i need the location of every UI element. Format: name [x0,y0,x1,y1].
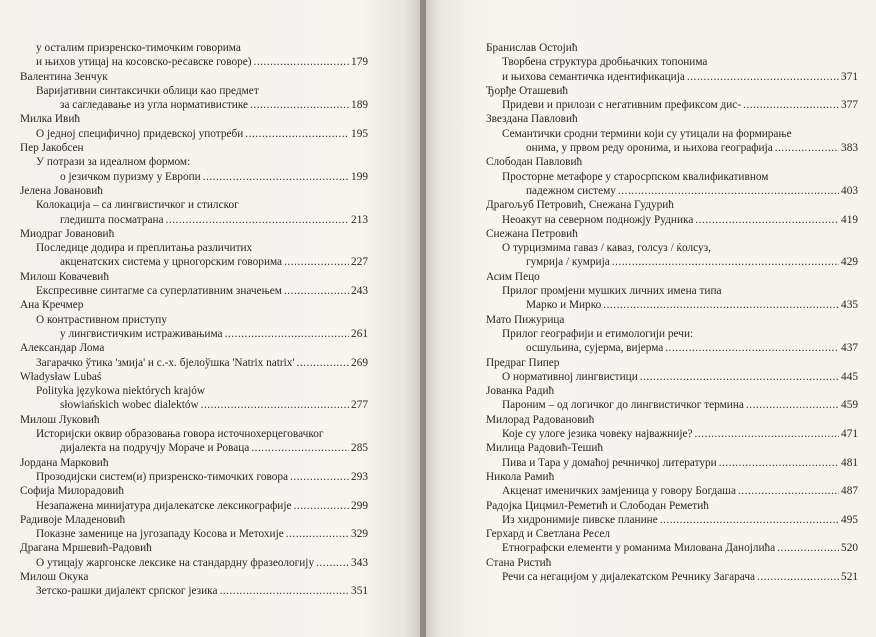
toc-title-line: гледишта посматрана ..... 213 [20,213,368,227]
toc-page-number: 199 [351,170,368,183]
toc-author: Пер Јакобсен [20,142,84,155]
toc-title-line: Етнографски елементи у романима Милована Данојлића ..... 520 [486,541,858,555]
toc-title-line: słowiańskich wobec dialektów ..... 277 [20,398,368,412]
toc-title-line: О једној специфичној придевској употреби ..... 195 [20,127,368,141]
right-page [426,0,876,637]
toc-page-number: 419 [841,213,858,226]
toc-title-line: Пароним – од логичког до лингвистичког термина ..... 459 [486,398,858,412]
toc-title-line: У потрази за идеалном формом: [36,156,191,169]
toc-author: Милош Луковић [20,413,100,426]
toc-author: Радојка Цицмил-Реметић и Слободан Реметић [486,499,709,512]
toc-entry [486,470,858,499]
leader-dots [738,484,839,498]
toc-entry [20,141,368,184]
toc-title-line: и њихов утицај на косовско-ресавске говоре) ..... 179 [20,55,368,69]
toc-title-line: О контрастивном приступу [36,313,167,326]
leader-dots [284,284,349,298]
leader-dots [603,298,839,312]
toc-page-number: 459 [841,399,858,412]
toc-author: Милош Окука [20,570,89,583]
toc-entry [20,184,368,227]
toc-page-number: 377 [841,99,858,112]
toc-author: Ђорђе Оташевић [486,84,569,97]
toc-entry [20,270,368,299]
toc-entry [20,513,368,542]
leader-dots [775,141,839,155]
leader-dots [618,184,839,198]
toc-author: Милош Ковачевић [20,270,109,283]
toc-author: Драгољуб Петровић, Снежана Гудурић [486,199,674,212]
toc-entry [20,370,368,413]
toc-title-line: у осталим призренско-тимочким говорима [36,42,241,54]
leader-dots [316,556,349,570]
leader-dots [695,427,840,441]
toc-page-number: 293 [351,470,368,483]
leader-dots [743,98,839,112]
toc-page-number: 227 [351,256,368,269]
toc-title-line: Акценат именичких замјеница у говору Богдаша ..... 487 [486,484,858,498]
toc-page-number: 481 [841,456,858,469]
leader-dots [286,527,349,541]
toc-page-number: 213 [351,213,368,226]
toc-entry [20,570,368,599]
leader-dots [251,441,349,455]
toc-page-number: 445 [841,370,858,383]
leader-dots [245,127,349,141]
toc-title-line: и њихова семантичка идентификација ..... 371 [486,70,858,84]
toc-page-number: 285 [351,442,368,455]
leader-dots [757,570,839,584]
toc-title-line: Прилог географији и етимологији речи: [502,327,694,340]
toc-title-line: О нормативној лингвистици ..... 445 [486,370,858,384]
toc-author: Милка Ивић [20,113,81,126]
leader-dots [284,255,349,269]
toc-author: Асим Пецо [486,270,540,283]
toc-author: Герхард и Светлана Ресел [486,528,611,541]
toc-author: Звездана Павловић [486,113,578,126]
toc-title-line: за сагледавање из угла нормативистике ..... 189 [20,98,368,112]
toc-author: Драгана Мршевић-Радовић [20,542,152,555]
toc-entry [486,527,858,556]
left-toc-column [20,41,368,599]
toc-page-number: 521 [841,570,858,583]
toc-author: Јелена Јовановић [20,184,103,197]
toc-title-line: акценатских система у црногорским говорима ..... 227 [20,255,368,269]
toc-title-line: Пива и Тара у домаћој речничкој литератури ..... 481 [486,456,858,470]
leader-dots [746,398,839,412]
toc-author: Милица Радовић-Тешић [486,442,604,455]
toc-author: Władysław Lubaś [20,370,102,383]
toc-page-number: 343 [351,556,368,569]
toc-entry [20,341,368,370]
toc-title-line: Марко и Мирко ..... 435 [486,298,858,312]
toc-entry [486,499,858,528]
toc-entry [486,270,858,313]
leader-dots [777,541,839,555]
leader-dots [203,170,349,184]
leader-dots [640,370,839,384]
leader-dots [290,470,349,484]
toc-title-line: Просторне метафоре у старосрпском квалификативном [502,170,769,183]
toc-page-number: 403 [841,184,858,197]
toc-page-number: 179 [351,56,368,69]
toc-page-number: 351 [351,585,368,598]
toc-title-line: Последице додира и преплитања различитих [36,242,253,255]
toc-author: Никола Рамић [486,470,555,483]
toc-title-line: дијалекта на подручју Мораче и Роваца ..... 285 [20,441,368,455]
toc-author: Снежана Петровић [486,227,578,240]
toc-title-line: Које су улоге језика човеку најважније? ..... 471 [486,427,858,441]
toc-title-line: Придеви и прилози с негативним префиксом дис- ..... 377 [486,98,858,112]
leader-dots [297,356,350,370]
toc-title-line: Прозодијски систем(и) призренско-тимочких говора ..... 293 [20,470,368,484]
toc-page-number: 189 [351,99,368,112]
leader-dots [719,456,839,470]
toc-entry [20,484,368,513]
left-page [0,0,420,637]
toc-entry [486,413,858,442]
toc-page-number: 471 [841,428,858,441]
leader-dots [225,327,349,341]
toc-author: Миодраг Јовановић [20,227,115,240]
toc-page-number: 277 [351,399,368,412]
toc-entry [486,112,858,155]
toc-entry [20,112,368,141]
toc-author: Милорад Радовановић [486,413,595,426]
toc-page-number: 495 [841,513,858,526]
toc-entry [486,441,858,470]
toc-author: Ана Кречмер [20,299,84,312]
toc-page-number: 269 [351,356,368,369]
toc-entry [486,384,858,413]
toc-title-line: о језичком пуризму у Европи ..... 199 [20,170,368,184]
leader-dots [254,55,350,69]
toc-page-number: 371 [841,70,858,83]
toc-author: Александар Лома [20,342,105,355]
toc-author: Стана Ристић [486,556,552,569]
toc-title-line: Семантички сродни термини који су утицали на формирање [502,127,792,140]
toc-page-number: 520 [841,542,858,555]
toc-entry [486,556,858,585]
leader-dots [687,70,839,84]
toc-page-number: 243 [351,285,368,298]
leader-dots [665,341,839,355]
toc-page-number: 437 [841,342,858,355]
toc-author: Јованка Радић [486,385,555,398]
toc-entry [20,456,368,485]
toc-title-line: Показне заменице на југозападу Косова и Метохије ..... 329 [20,527,368,541]
toc-title-line: Загарачко ўтика 'змија' и с.-х. бјелоўшка 'Natrix natrix' ..... 269 [20,356,368,370]
toc-page-number: 329 [351,528,368,541]
leader-dots [660,513,839,527]
toc-author: Предраг Пипер [486,356,560,369]
leader-dots [294,499,350,513]
toc-page-number: 435 [841,299,858,312]
toc-author: Валентина Зенчук [20,70,108,83]
toc-title-line: Експресивне синтагме са суперлативним значењем ..... 243 [20,284,368,298]
toc-entry [20,70,368,113]
toc-title-line: О утицају жаргонске лексике на стандардну фразеологију ..... 343 [20,556,368,570]
toc-title-line: Polityka językowa niektórych krajów [36,385,206,398]
toc-entry [486,41,858,84]
leader-dots [612,255,839,269]
leader-dots [695,213,839,227]
toc-entry [20,541,368,570]
toc-title-line: осшульина, сујерма, вијерма ..... 437 [486,341,858,355]
toc-author: Бранислав Остојић [486,42,578,54]
toc-page-number: 195 [351,127,368,140]
toc-title-line: Колокација – са лингвистичког и стилског [36,199,239,212]
toc-entry [486,356,858,385]
leader-dots [201,398,349,412]
toc-author: Радивоје Младеновић [20,513,126,526]
toc-page-number: 487 [841,485,858,498]
toc-title-line: гумрија / кумрија ..... 429 [486,255,858,269]
toc-entry [486,227,858,270]
toc-entry [486,84,858,113]
toc-author: Мато Пижурица [486,313,565,326]
leader-dots [166,213,349,227]
toc-title-line: Незапажена минијатура дијалекатске лексикографије ..... 299 [20,499,368,513]
toc-title-line: онима, у првом реду оронима, и њихова географија ..... 383 [486,141,858,155]
toc-title-line: Зетско-рашки дијалект српског језика ..... 351 [20,584,368,598]
toc-title-line: Из хидронимије пивске планине ..... 495 [486,513,858,527]
leader-dots [219,584,349,598]
toc-entry [20,41,368,70]
toc-entry [20,413,368,456]
toc-title-line: у лингвистичким истраживањима ..... 261 [20,327,368,341]
leader-dots [250,98,349,112]
toc-entry [486,155,858,198]
toc-entry [486,198,858,227]
toc-title-line: Творбена структура дробњачких топонима [502,56,708,69]
toc-entry [486,313,858,356]
toc-title-line: О турцизмима гаваз / каваз, голсуз / ќолсуз, [502,242,711,255]
toc-title-line: Историјски оквир образовања говора источнохерцеговачког [36,428,324,441]
toc-page-number: 429 [841,256,858,269]
toc-page-number: 261 [351,327,368,340]
toc-title-line: падежном систему ..... 403 [486,184,858,198]
toc-title-line: Варијативни синтаксички облици као предмет [36,84,259,97]
toc-author: Софија Милорадовић [20,485,124,498]
toc-title-line: Неоакут на северном подножју Рудника ..... 419 [486,213,858,227]
toc-page-number: 383 [841,142,858,155]
toc-author: Јордана Марковић [20,456,109,469]
toc-entry [20,298,368,341]
toc-entry [20,227,368,270]
right-toc-column [486,41,858,584]
toc-page-number: 299 [351,499,368,512]
toc-author: Слободан Павловић [486,156,583,169]
toc-title-line: Речи са негацијом у дијалекатском Речнику Загарача ..... 521 [486,570,858,584]
toc-title-line: Прилог промјени мушких личних имена типа [502,285,722,298]
